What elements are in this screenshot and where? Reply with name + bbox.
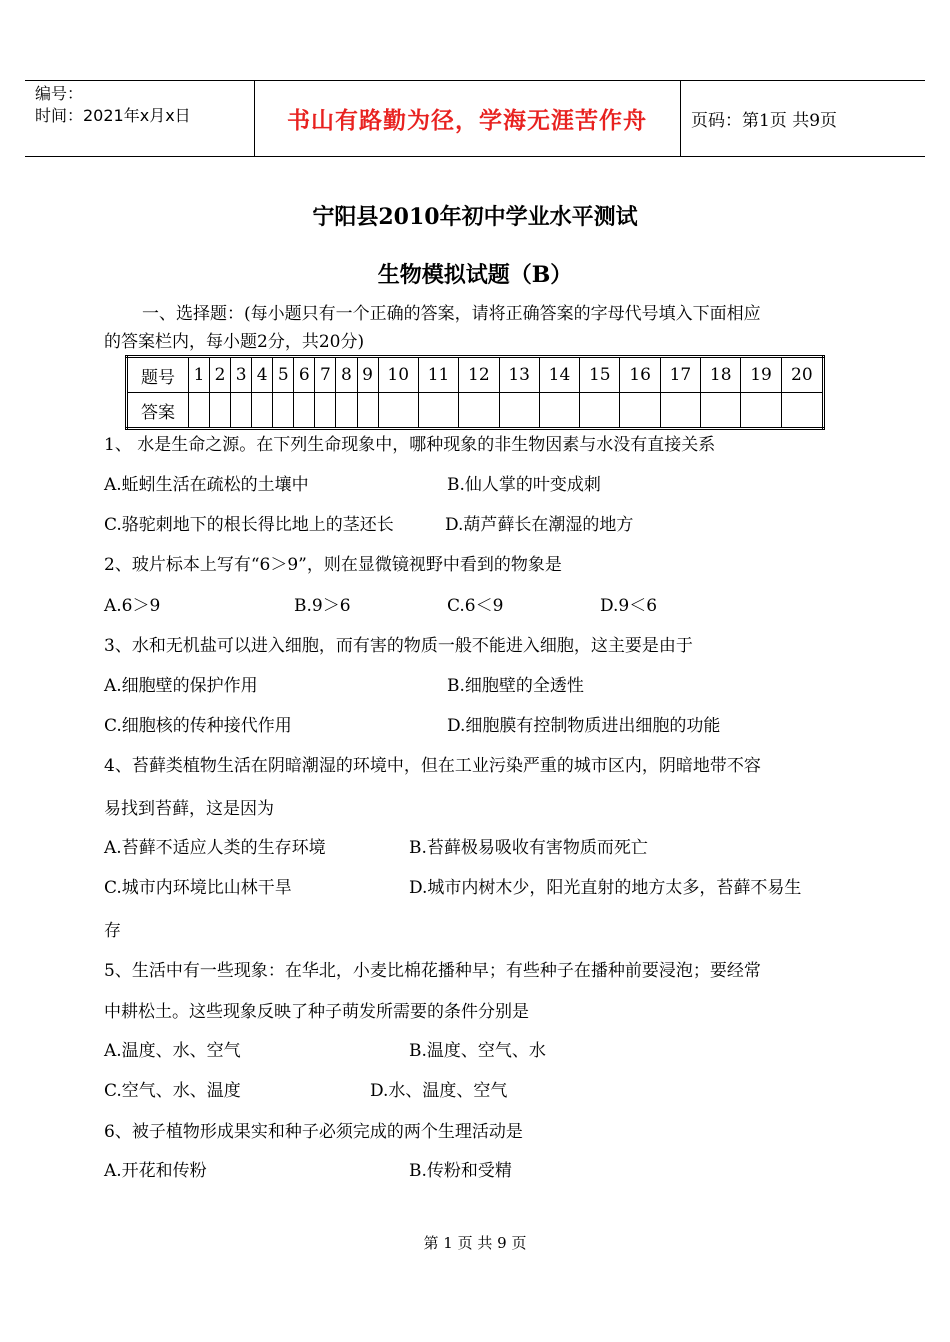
answer-cell[interactable] bbox=[252, 393, 273, 429]
question-4-option-c: C.城市内环境比山林干旱 bbox=[104, 878, 292, 898]
question-2-option-a: A.6＞9 bbox=[104, 596, 161, 616]
page-header bbox=[25, 80, 925, 157]
question-4-stem-line-1: 4、苔藓类植物生活在阴暗潮湿的环境中，但在工业污染严重的城市区内，阴暗地带不容 bbox=[104, 756, 761, 776]
question-2-option-d: D.9＜6 bbox=[600, 596, 658, 616]
question-number-cell: 4 bbox=[252, 357, 273, 393]
question-5-option-b: B.温度、空气、水 bbox=[409, 1041, 546, 1061]
instructions-line-1: 一、选择题：(每小题只有一个正确的答案，请将正确答案的字母代号填入下面相应 bbox=[142, 304, 761, 324]
question-4-option-b: B.苔藓极易吸收有害物质而死亡 bbox=[409, 838, 648, 858]
question-3-option-d: D.细胞膜有控制物质进出细胞的功能 bbox=[447, 716, 721, 736]
question-2-option-b: B.9＞6 bbox=[294, 596, 351, 616]
answer-cell[interactable] bbox=[378, 393, 418, 429]
question-number-cell: 10 bbox=[378, 357, 418, 393]
question-3-option-c: C.细胞核的传种接代作用 bbox=[104, 716, 292, 736]
question-number-cell: 1 bbox=[189, 357, 210, 393]
question-5-option-c: C.空气、水、温度 bbox=[104, 1081, 241, 1101]
question-1-option-d: D.葫芦藓长在潮湿的地方 bbox=[445, 515, 634, 535]
question-number-cell: 12 bbox=[459, 357, 499, 393]
header-divider bbox=[680, 81, 681, 156]
answer-cell[interactable] bbox=[499, 393, 539, 429]
answer-cell[interactable] bbox=[660, 393, 700, 429]
header-motto: 书山有路勤为径，学海无涯苦作舟 bbox=[287, 108, 647, 134]
question-4-option-d-line-1: D.城市内树木少，阳光直射的地方太多，苔藓不易生 bbox=[409, 878, 802, 898]
question-3-stem: 3、水和无机盐可以进入细胞，而有害的物质一般不能进入细胞，这主要是由于 bbox=[104, 636, 693, 656]
answer-cell[interactable] bbox=[357, 393, 378, 429]
question-number-cell: 18 bbox=[701, 357, 741, 393]
answer-cell[interactable] bbox=[315, 393, 336, 429]
question-number-cell: 6 bbox=[294, 357, 315, 393]
question-number-cell: 11 bbox=[418, 357, 458, 393]
question-number-cell: 9 bbox=[357, 357, 378, 393]
answer-cell[interactable] bbox=[294, 393, 315, 429]
exam-subtitle: 生物模拟试题（B） bbox=[377, 262, 573, 288]
question-4-option-d-line-2: 存 bbox=[104, 921, 121, 941]
question-5-option-d: D.水、温度、空气 bbox=[370, 1081, 508, 1101]
time-label: 时间：2021年x月x日 bbox=[35, 106, 191, 125]
question-1-option-c: C.骆驼刺地下的根长得比地上的茎还长 bbox=[104, 515, 394, 535]
answer-cell[interactable] bbox=[580, 393, 620, 429]
answer-cell[interactable] bbox=[741, 393, 781, 429]
answer-cell[interactable] bbox=[539, 393, 579, 429]
question-number-cell: 15 bbox=[580, 357, 620, 393]
question-6-stem: 6、被子植物形成果实和种子必须完成的两个生理活动是 bbox=[104, 1122, 523, 1142]
question-3-option-a: A.细胞壁的保护作用 bbox=[104, 676, 258, 696]
question-3-option-b: B.细胞壁的全透性 bbox=[447, 676, 584, 696]
question-number-cell: 2 bbox=[210, 357, 231, 393]
question-6-option-b: B.传粉和受精 bbox=[409, 1161, 512, 1181]
header-info bbox=[35, 83, 191, 127]
answer-cell[interactable] bbox=[336, 393, 357, 429]
exam-title: 宁阳县2010年初中学业水平测试 bbox=[312, 204, 638, 230]
answer-table-answer-row bbox=[127, 393, 824, 429]
question-2-option-c: C.6＜9 bbox=[447, 596, 504, 616]
question-number-cell: 17 bbox=[660, 357, 700, 393]
instructions-line-2: 的答案栏内，每小题2分，共20分) bbox=[104, 332, 365, 352]
question-number-cell: 5 bbox=[273, 357, 294, 393]
answer-table-number-row bbox=[127, 357, 824, 393]
question-number-cell: 8 bbox=[336, 357, 357, 393]
question-6-option-a: A.开花和传粉 bbox=[104, 1161, 207, 1181]
question-4-option-a: A.苔藓不适应人类的生存环境 bbox=[104, 838, 326, 858]
answer-label: 答案 bbox=[127, 393, 189, 429]
answer-cell[interactable] bbox=[210, 393, 231, 429]
question-1-option-a: A.蚯蚓生活在疏松的土壤中 bbox=[104, 475, 309, 495]
question-number-cell: 3 bbox=[231, 357, 252, 393]
answer-cell[interactable] bbox=[189, 393, 210, 429]
answer-table bbox=[125, 355, 825, 430]
question-number-cell: 7 bbox=[315, 357, 336, 393]
question-4-stem-line-2: 易找到苔藓，这是因为 bbox=[104, 799, 274, 819]
question-1-option-b: B.仙人掌的叶变成刺 bbox=[447, 475, 601, 495]
question-1-stem: 1、 水是生命之源。在下列生命现象中，哪种现象的非生物因素与水没有直接关系 bbox=[104, 435, 716, 455]
number-label: 编号： bbox=[35, 84, 84, 103]
answer-cell[interactable] bbox=[459, 393, 499, 429]
question-number-label: 题号 bbox=[127, 357, 189, 393]
answer-cell[interactable] bbox=[620, 393, 660, 429]
question-2-stem: 2、玻片标本上写有“6＞9”，则在显微镜视野中看到的物象是 bbox=[104, 555, 562, 575]
answer-cell[interactable] bbox=[231, 393, 252, 429]
question-number-cell: 14 bbox=[539, 357, 579, 393]
question-number-cell: 19 bbox=[741, 357, 781, 393]
question-number-cell: 16 bbox=[620, 357, 660, 393]
answer-cell[interactable] bbox=[781, 393, 823, 429]
answer-cell[interactable] bbox=[273, 393, 294, 429]
page-footer: 第 1 页 共 9 页 bbox=[423, 1234, 527, 1252]
question-5-stem-line-2: 中耕松土。这些现象反映了种子萌发所需要的条件分别是 bbox=[104, 1002, 529, 1022]
question-number-cell: 13 bbox=[499, 357, 539, 393]
question-5-option-a: A.温度、水、空气 bbox=[104, 1041, 241, 1061]
answer-cell[interactable] bbox=[418, 393, 458, 429]
header-page-label: 页码：第1页 共9页 bbox=[691, 111, 838, 131]
question-5-stem-line-1: 5、生活中有一些现象：在华北，小麦比棉花播种早；有些种子在播种前要浸泡；要经常 bbox=[104, 961, 761, 981]
answer-cell[interactable] bbox=[701, 393, 741, 429]
question-number-cell: 20 bbox=[781, 357, 823, 393]
